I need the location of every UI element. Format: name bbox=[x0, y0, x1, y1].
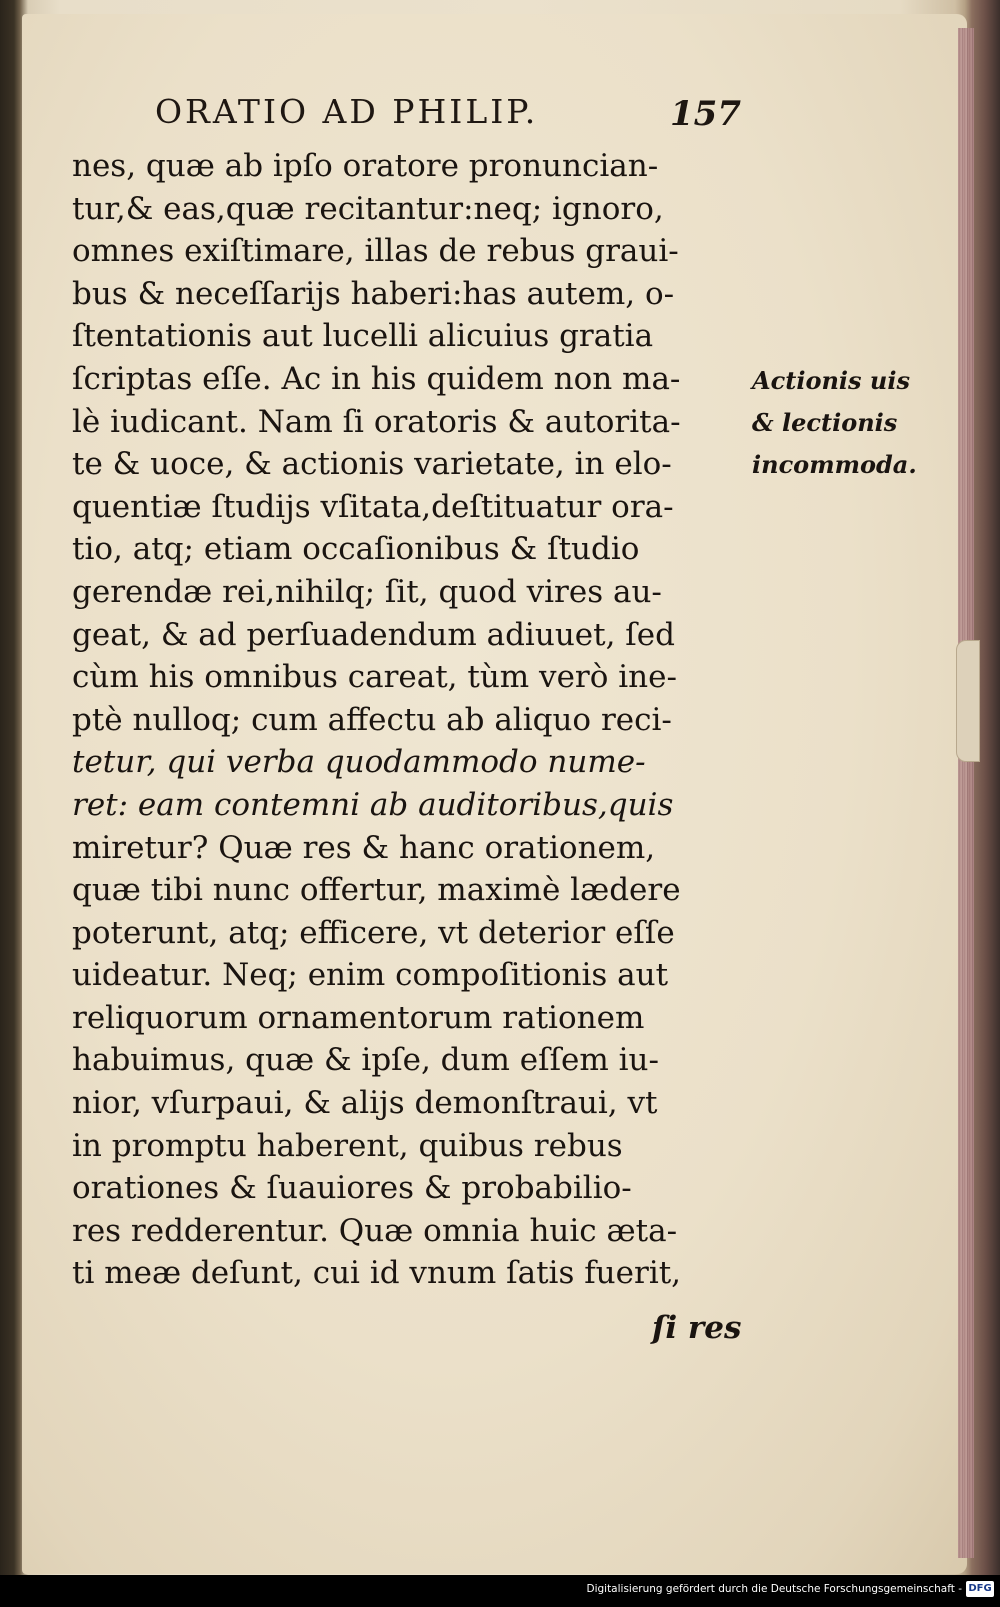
text-line: tetur, qui verba quodammodo nume- bbox=[72, 744, 646, 781]
text-line: uideatur. Neq; enim compoſitionis aut bbox=[72, 957, 669, 994]
text-line: ret: eam contemni ab auditoribus,quis bbox=[72, 786, 674, 823]
catchword: ſi res bbox=[652, 1310, 742, 1346]
text-line: gerendæ rei,nihilq; ſit, quod vires au- bbox=[72, 573, 662, 610]
marginal-note bbox=[752, 360, 962, 486]
page-edges bbox=[958, 28, 974, 1558]
text-line: ſcriptas eſſe. Ac in his quidem non ma- bbox=[72, 360, 681, 397]
footer-credit: Digitalisierung gefördert durch die Deutsche Forschungsgemeinschaft - bbox=[586, 1583, 962, 1595]
text-line: lè iudicant. Nam ſi oratoris & autorita- bbox=[72, 403, 681, 440]
text-line: quentiæ ſtudijs vſitata,deſtituatur ora- bbox=[72, 488, 674, 525]
dfg-logo: DFG bbox=[966, 1581, 994, 1597]
text-line: cùm his omnibus careat, tùm verò ine- bbox=[72, 659, 677, 696]
page-tab-marker bbox=[956, 640, 980, 762]
text-line: ti meæ deſunt, cui id vnum ſatis fuerit, bbox=[72, 1255, 682, 1292]
marginal-note-line: incommoda. bbox=[752, 450, 917, 479]
text-line: omnes exiſtimare, illas de rebus graui- bbox=[72, 233, 679, 270]
text-line: orationes & ſuauiores & probabilio- bbox=[72, 1170, 632, 1207]
running-header bbox=[155, 92, 755, 142]
marginal-note-line: Actionis uis bbox=[752, 366, 910, 395]
text-line: miretur? Quæ res & hanc orationem, bbox=[72, 829, 656, 866]
text-line: ſtentationis aut lucelli alicuius gratia bbox=[72, 318, 654, 355]
text-line: tio, atq; etiam occaſionibus & ſtudio bbox=[72, 531, 640, 568]
text-line: poterunt, atq; efficere, vt deterior eſſe bbox=[72, 914, 675, 951]
text-line: res redderentur. Quæ omnia huic æta- bbox=[72, 1212, 678, 1249]
page-number: 157 bbox=[670, 94, 741, 134]
text-line: in promptu haberent, quibus rebus bbox=[72, 1127, 623, 1164]
text-line: ptè nulloq; cum affectu ab aliquo reci- bbox=[72, 701, 672, 738]
text-line: reliquorum ornamentorum rationem bbox=[72, 999, 645, 1036]
header-title: ORATIO AD PHILIP. bbox=[155, 92, 539, 131]
text-line: bus & neceſſarijs haberi:has autem, o- bbox=[72, 275, 675, 312]
text-line: tur,& eas,quæ recitantur:neq; ignoro, bbox=[72, 190, 664, 227]
marginal-note-line: & lectionis bbox=[752, 408, 898, 437]
body-text bbox=[72, 145, 772, 1295]
text-line: nes, quæ ab ipſo oratore pronuncian- bbox=[72, 148, 659, 184]
text-line: habuimus, quæ & ipſe, dum eſſem iu- bbox=[72, 1042, 659, 1079]
text-line: quæ tibi nunc offertur, maximè lædere bbox=[72, 872, 681, 909]
text-line: te & uoce, & actionis varietate, in elo- bbox=[72, 446, 672, 483]
footer-bar bbox=[0, 1575, 1000, 1607]
text-line: geat, & ad perſuadendum adiuuet, ſed bbox=[72, 616, 675, 653]
text-line: nior, vſurpaui, & alijs demonſtraui, vt bbox=[72, 1085, 658, 1122]
